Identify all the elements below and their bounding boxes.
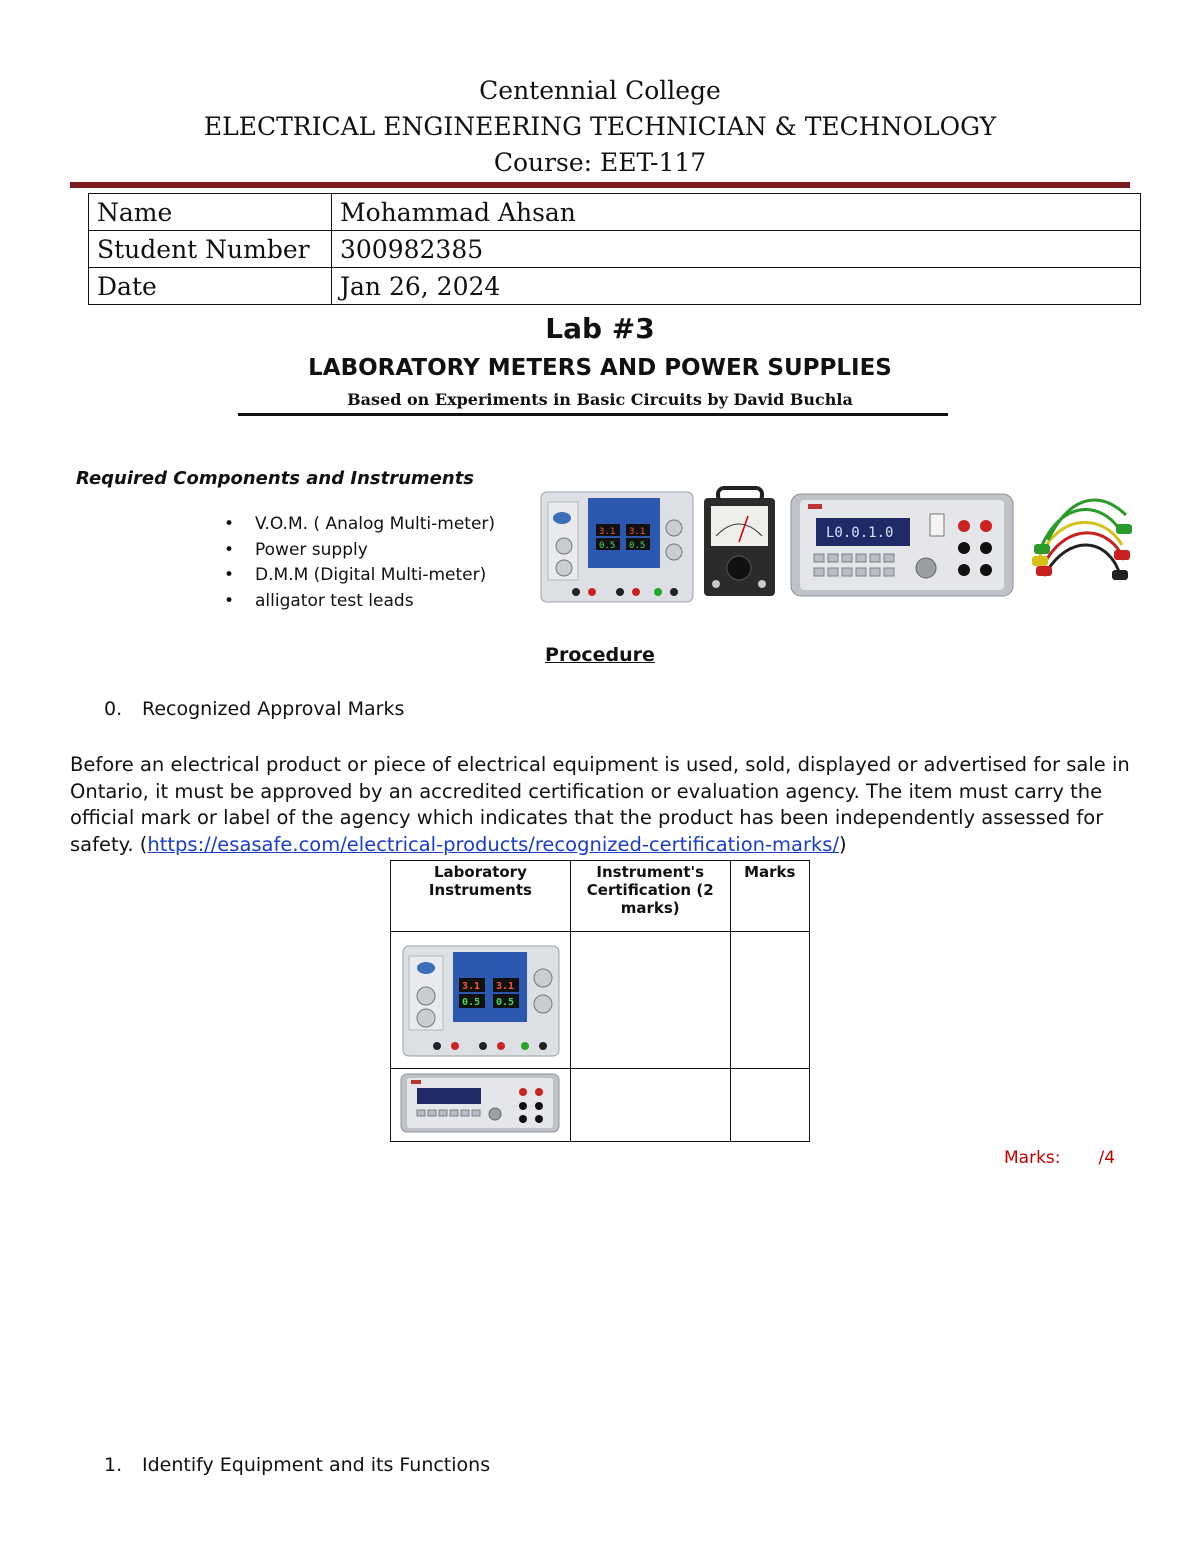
title-rule [238,413,948,416]
list-item: • alligator test leads [224,590,414,611]
info-value: 300982385 [332,231,1141,268]
required-list [224,512,495,614]
table-row [89,268,1141,305]
info-value: Mohammad Ahsan [332,194,1141,231]
svg-text:0.5: 0.5 [629,541,646,551]
alligator-leads-image [1030,490,1134,602]
marks-cell[interactable] [730,1069,809,1142]
list-item: • Power supply [224,539,368,560]
certification-table [390,860,810,1142]
power-supply-image [540,488,695,606]
program-name: ELECTRICAL ENGINEERING TECHNICIAN & TECHNOLOGY [203,112,997,141]
svg-text:3.1: 3.1 [496,981,515,992]
lab-source: Based on Experiments in Basic Circuits by David Buchla [347,390,853,409]
info-label: Student Number [89,231,332,268]
digital-multimeter-image [790,492,1014,598]
lab-title: Lab #3 [545,312,655,345]
required-heading: Required Components and Instruments [76,468,475,489]
certification-cell[interactable] [570,1069,730,1142]
column-header: Instrument's Certification (2 marks) [570,861,730,932]
lab-subtitle: LABORATORY METERS AND POWER SUPPLIES [308,355,892,381]
power-supply-image [397,936,563,1060]
list-item: • D.M.M (Digital Multi-meter) [224,565,487,585]
course-code: Course: EET-117 [493,148,707,177]
svg-text:0.5: 0.5 [462,997,481,1008]
column-header: Marks [730,861,809,932]
table-row [89,231,1141,268]
student-info-table [88,193,1141,305]
info-label: Name [89,194,332,231]
header-rule [70,182,1130,188]
step-0-heading: 0. Recognized Approval Marks [104,698,405,720]
step-1-heading: 1. Identify Equipment and its Functions [104,1454,491,1476]
table-row [391,932,810,1069]
svg-text:0.5: 0.5 [496,997,515,1008]
info-value: Jan 26, 2024 [332,268,1141,305]
approval-paragraph: Before an electrical product or piece of electrical equipment is used, sold, displayed or advertised for sale in Ontario, it must be approved by an accredited certification or evaluation agency. The item must carry the official mark or label of the agency which indicates that the product has been independently assessed for safety. (https://esasafe.com/electrical-products/recognized-certification-marks/) [70,753,1130,856]
analog-multimeter-image [702,486,777,598]
info-label: Date [89,268,332,305]
procedure-heading: Procedure [545,644,655,666]
certification-cell[interactable] [570,932,730,1069]
svg-text:3.1: 3.1 [629,527,646,537]
svg-text:0.5: 0.5 [599,541,616,551]
marks-score: Marks: /4 [1004,1148,1116,1168]
table-header-row [391,861,810,932]
digital-multimeter-image [397,1072,563,1134]
instrument-cell [391,932,571,1069]
table-row [89,194,1141,231]
svg-text:3.1: 3.1 [462,981,481,992]
svg-text:3.1: 3.1 [599,527,616,537]
college-name: Centennial College [479,76,721,105]
instrument-cell [391,1069,571,1142]
esa-link[interactable]: https://esasafe.com/electrical-products/recognized-certification-marks/ [147,832,840,856]
svg-text:L0.0.1.0: L0.0.1.0 [826,525,894,541]
list-item: • V.O.M. ( Analog Multi-meter) [224,514,496,534]
marks-cell[interactable] [730,932,809,1069]
column-header: Laboratory Instruments [391,861,571,932]
table-row [391,1069,810,1142]
